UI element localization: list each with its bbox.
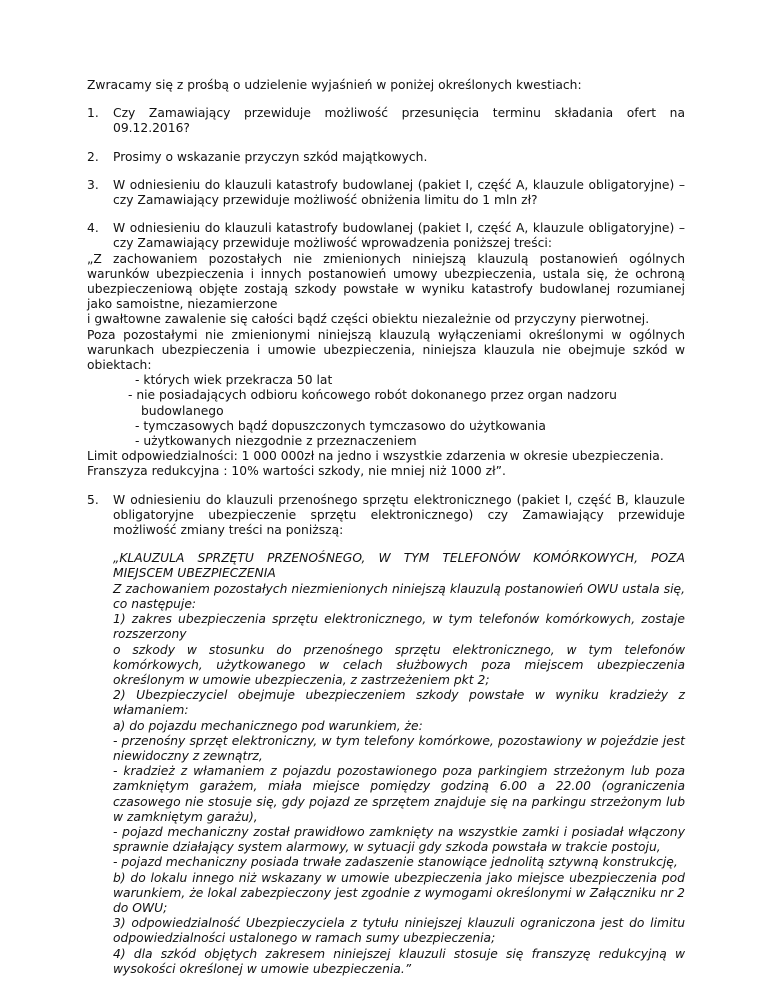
exclusion-item: - których wiek przekracza 50 lat — [135, 373, 333, 388]
document-page — [87, 78, 685, 977]
clause-line: - kradzież z włamaniem z pojazdu pozostawionego poza parkingiem strzeżonym lub poza zamkniętym garażem, miała miejsce pomiędzy godziną 6.00 a 22.00 (ograniczenia czasowego nie stosuje się, gdy pojazd ze sprzętem znajduje się na parkingu strzeżonym lub w zamkniętym garażu), — [113, 764, 685, 824]
clause-paragraph: i gwałtowne zawalenie się całości bądź części obiektu niezależnie od przyczyny pierwotnej. — [87, 312, 650, 327]
item-text: W odniesieniu do klauzuli katastrofy budowlanej (pakiet I, część A, klauzule obligatoryjne) – czy Zamawiający przewiduje możliwość obniżenia limitu do 1 mln zł? — [113, 177, 685, 208]
clause-line: 3) odpowiedzialność Ubezpieczyciela z tytułu niniejszej klauzuli ograniczona jest do limitu odpowiedzialności ustalonego w ramach sumy ubezpieczenia; — [113, 916, 685, 946]
clause-line: „KLAUZULA SPRZĘTU PRZENOŚNEGO, W TYM TELEFONÓW KOMÓRKOWYCH, POZA MIEJSCEM UBEZPIECZENIA — [113, 551, 685, 581]
clause-line: 2) Ubezpieczyciel obejmuje ubezpieczeniem szkody powstałe w wyniku kradzieży z włamaniem: — [113, 688, 685, 718]
clause-line: o szkody w stosunku do przenośnego sprzętu elektronicznego, w tym telefonów komórkowych, użytkowanego w celach służbowych poza miejscem ubezpieczenia określonym w umowie ubezpieczenia, z zastrzeżeniem pkt 2; — [113, 642, 685, 687]
list-item — [87, 493, 685, 539]
clause-paragraph: „Z zachowaniem pozostałych nie zmienionych niniejszą klauzulą postanowień ogólnych warunków ubezpieczenia i innych postanowień umowy ubezpieczenia, ustala się, że ochroną ubezpieczeniową objęte zostają szkody powstałe w wyniku katastrofy budowlanej rozumianej jako samoistne, niezamierzone — [87, 251, 685, 312]
item-text: W odniesieniu do klauzuli przenośnego sprzętu elektronicznego (pakiet I, część B, klauzule obligatoryjne ubezpieczenie sprzętu elektronicznego) czy Zamawiający przewiduje możliwość zmiany treści na poniższą: — [113, 492, 685, 538]
clause-paragraph: Poza pozostałymi nie zmienionymi niniejszą klauzulą wyłączeniami określonymi w ogólnych warunkach ubezpieczenia i umowie ubezpieczenia, niniejsza klauzula nie obejmuje szkód w obiektach: — [87, 327, 685, 373]
item-number: 5. — [87, 492, 99, 507]
clause-line: - przenośny sprzęt elektroniczny, w tym telefony komórkowe, pozostawiony w pojeździe jest niewidoczny z zewnątrz, — [113, 733, 685, 763]
exclusion-list — [87, 373, 685, 449]
item-number: 2. — [87, 149, 99, 164]
exclusion-item: - nie posiadających odbioru końcowego robót dokonanego przez organ nadzoru budowlanego — [128, 388, 617, 418]
clause-line: - pojazd mechaniczny posiada trwałe zadaszenie stanowiące jednolitą sztywną konstrukcję, — [113, 855, 678, 870]
list-item — [87, 221, 685, 251]
clause-line: b) do lokalu innego niż wskazany w umowie ubezpieczenia jako miejsce ubezpieczenia pod warunkiem, że lokal zabezpieczony jest zgodnie z wymogami określonymi w Załączniku nr 2 do OWU; — [113, 870, 685, 915]
list-item — [87, 178, 685, 208]
deductible-text: Franszyza redukcyjna : 10% wartości szkody, nie mniej niż 1000 zł”. — [87, 464, 506, 479]
clause-line: - pojazd mechaniczny został prawidłowo zamknięty na wszystkie zamki i posiadał włączony sprawnie działający system alarmowy, w sytuacji gdy szkoda powstała w trakcie postoju, — [113, 824, 685, 855]
item-text: Czy Zamawiający przewiduje możliwość przesunięcia terminu składania ofert na 09.12.2016? — [113, 106, 685, 136]
exclusion-item: - użytkowanych niezgodnie z przeznaczeniem — [135, 434, 417, 449]
clause-line: Z zachowaniem pozostałych niezmienionych niniejszą klauzulą postanowień OWU ustala się, co następuje: — [113, 581, 685, 611]
item-number: 3. — [87, 177, 99, 192]
item-text: Prosimy o wskazanie przyczyn szkód majątkowych. — [113, 149, 428, 164]
exclusion-item: - tymczasowych bądź dopuszczonych tymczasowo do użytkowania — [135, 418, 546, 433]
limit-text: Limit odpowiedzialności: 1 000 000zł na jedno i wszystkie zdarzenia w okresie ubezpieczenia. — [87, 449, 664, 464]
intro-text: Zwracamy się z prośbą o udzielenie wyjaśnień w poniżej określonych kwestiach: — [87, 78, 582, 92]
clause-line: a) do pojazdu mechanicznego pod warunkiem, że: — [113, 718, 423, 733]
clause-block — [113, 551, 685, 977]
item4-body — [87, 252, 685, 480]
item-number: 4. — [87, 221, 99, 236]
clause-line: 4) dla szkód objętych zakresem niniejszej klauzuli stosuje się franszyzę redukcyjną w wysokości określonej w umowie ubezpieczenia.” — [113, 946, 685, 976]
item-text: W odniesieniu do klauzuli katastrofy budowlanej (pakiet I, część A, klauzule obligatoryjne) – czy Zamawiający przewiduje możliwość wprowadzenia poniższej treści: — [113, 221, 685, 251]
item-number: 1. — [87, 106, 99, 121]
clause-line: 1) zakres ubezpieczenia sprzętu elektronicznego, w tym telefonów komórkowych, zostaje rozszerzony — [113, 612, 685, 642]
list-item — [87, 106, 685, 136]
list-item — [87, 150, 685, 165]
